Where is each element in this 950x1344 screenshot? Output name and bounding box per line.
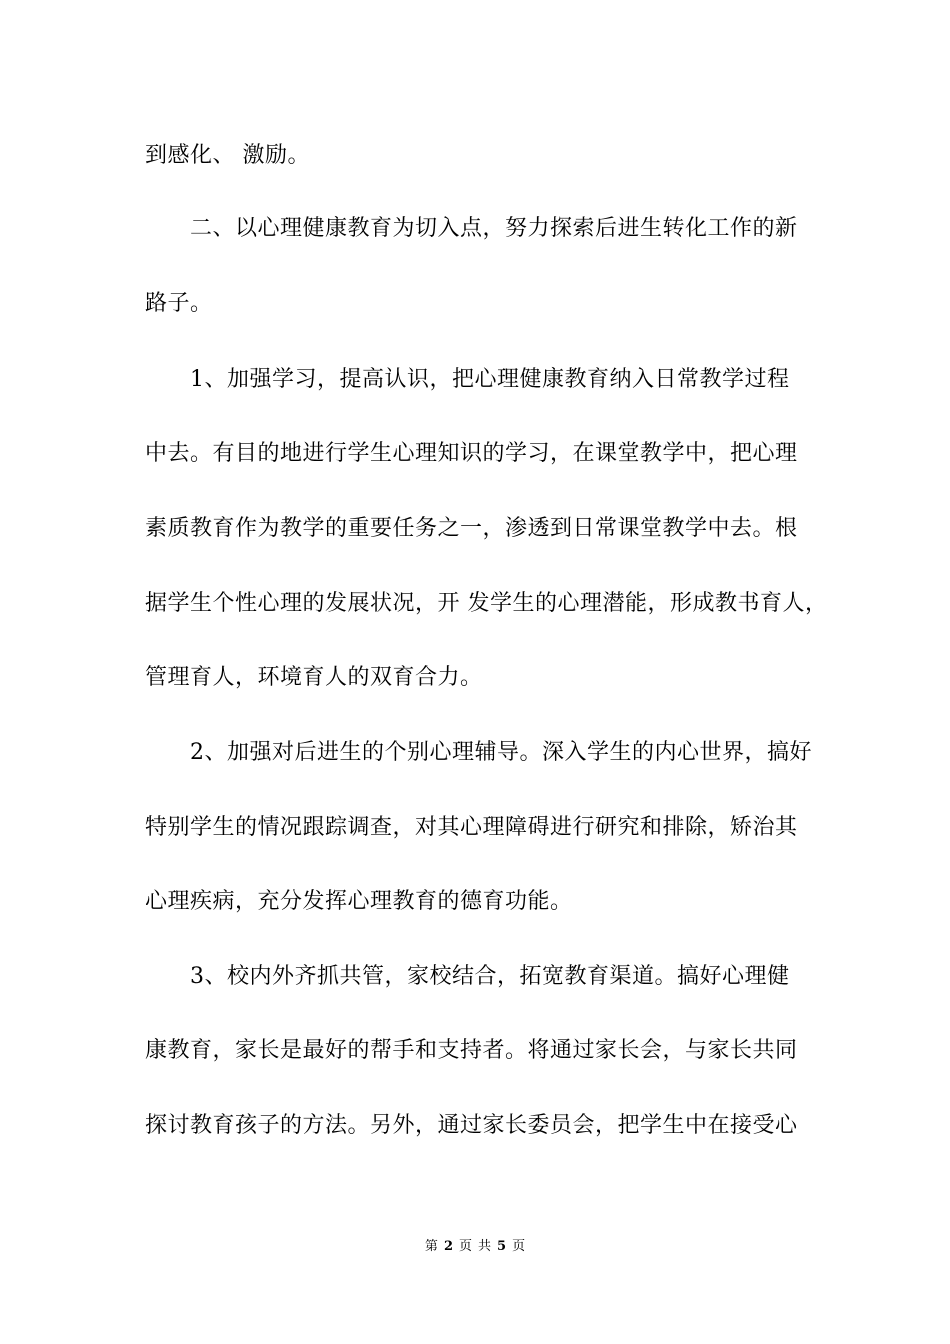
text-line-10: 特别学生的情况跟踪调查，对其心理障碍进行研究和排除，矫治其 xyxy=(145,815,798,840)
total-page-number: 5 xyxy=(497,1239,507,1254)
text-line-1: 到感化、 激励。 xyxy=(145,143,310,168)
paragraph-3-start: 3、校内外齐抓共管，家校结合，拓宽教育渠道。搞好心理健 xyxy=(190,964,790,989)
footer-suffix: 页 xyxy=(512,1239,526,1254)
text-line-7: 据学生个性心理的发展状况，开 发学生的心理潜能，形成教书育人， xyxy=(145,591,828,616)
text-line-6: 素质教育作为教学的重要任务之一，渗透到日常课堂教学中去。根 xyxy=(145,516,798,541)
text-line-5: 中去。有目的地进行学生心理知识的学习，在课堂教学中，把心理 xyxy=(145,441,798,466)
current-page-number: 2 xyxy=(443,1239,453,1254)
footer-mid1: 页 xyxy=(458,1239,472,1254)
footer-mid2: 共 xyxy=(478,1239,492,1254)
text-line-14: 探讨教育孩子的方法。另外，通过家长委员会，把学生中在接受心 xyxy=(145,1113,798,1138)
text-line-3: 路子。 xyxy=(145,291,213,316)
text-line-8: 管理育人，环境育人的双育合力。 xyxy=(145,665,483,690)
page-footer xyxy=(0,1238,950,1256)
footer-prefix: 第 xyxy=(424,1239,438,1254)
section-heading-2: 二、以心理健康教育为切入点，努力探索后进生转化工作的新 xyxy=(190,216,798,241)
paragraph-2-start: 2、加强对后进生的个别心理辅导。深入学生的内心世界，搞好 xyxy=(190,740,812,765)
paragraph-1-start: 1、加强学习，提高认识，把心理健康教育纳入日常教学过程 xyxy=(190,367,790,392)
text-line-13: 康教育，家长是最好的帮手和支持者。将通过家长会，与家长共同 xyxy=(145,1038,798,1063)
text-line-11: 心理疾病，充分发挥心理教育的德育功能。 xyxy=(145,889,573,914)
